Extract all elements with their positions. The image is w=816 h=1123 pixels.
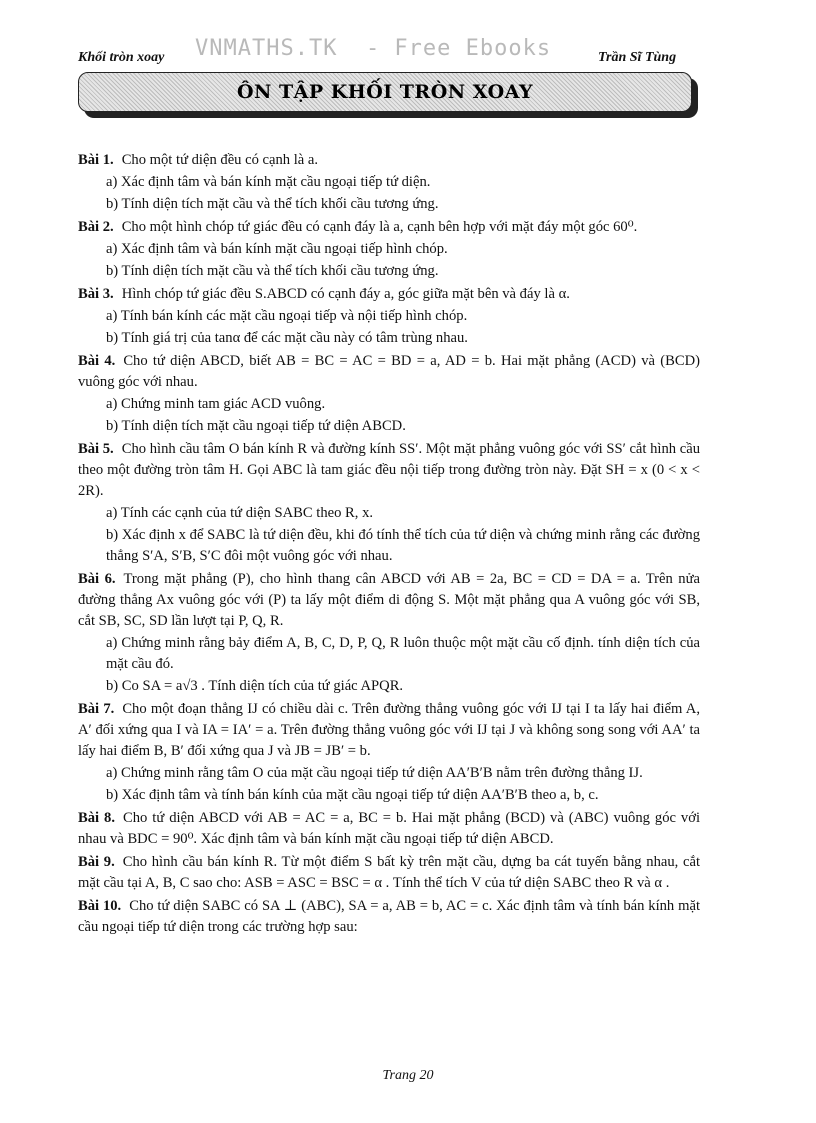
problem-subpart: b) Co SA = a√3 . Tính diện tích của tứ giác APQR. xyxy=(106,678,404,694)
problem-label: Bài 4. xyxy=(78,353,116,369)
problem-subpart: b) Xác định tâm và tính bán kính của mặt cầu ngoại tiếp tứ diện AA′B′B theo a, b, c. xyxy=(106,787,599,803)
problem-text: Cho tứ diện ABCD, biết AB = BC = AC = BD = a, AD = b. Hai mặt phẳng (ACD) và (BCD) vuông góc với nhau. xyxy=(78,353,700,390)
problem-item xyxy=(78,284,700,349)
problem-statement xyxy=(78,217,700,238)
page-number: Trang 20 xyxy=(382,1068,434,1083)
problem-subpart: b) Tính giá trị của tanα để các mặt cầu này có tâm trùng nhau. xyxy=(106,330,468,346)
problem-statement xyxy=(78,284,700,305)
problem-label: Bài 1. xyxy=(78,152,114,168)
problem-subpart: a) Tính bán kính các mặt cầu ngoại tiếp và nội tiếp hình chóp. xyxy=(106,308,468,324)
problem-label: Bài 5. xyxy=(78,441,114,457)
problem-text: Cho một tứ diện đều có cạnh là a. xyxy=(121,152,319,168)
problem-statement xyxy=(78,896,700,938)
problem-label: Bài 3. xyxy=(78,286,114,302)
problem-subpart: b) Tính diện tích mặt cầu ngoại tiếp tứ diện ABCD. xyxy=(106,418,406,434)
problem-label: Bài 10. xyxy=(78,898,122,914)
problem-item xyxy=(78,217,700,282)
problem-label: Bài 6. xyxy=(78,571,116,587)
problem-text: Trong mặt phẳng (P), cho hình thang cân ABCD với AB = 2a, BC = CD = DA = a. Trên nửa đường thẳng Ax vuông góc với (P) ta lấy một điểm di động S. Một mặt phẳng qua A vuông góc với SB, cắt SB, SC, SD lần lượt tại P, Q, R. xyxy=(78,571,700,629)
problem-item xyxy=(78,351,700,437)
header-author: Trần Sĩ Tùng xyxy=(598,50,677,65)
problem-statement xyxy=(78,150,700,171)
problem-statement xyxy=(78,699,700,762)
problem-text: Cho tứ diện ABCD với AB = AC = a, BC = b. Hai mặt phẳng (BCD) và (ABC) vuông góc với nhau và BDC = 90⁰. Xác định tâm và bán kính mặt cầu ngoại tiếp tứ diện ABCD. xyxy=(78,810,700,847)
problem-statement xyxy=(78,808,700,850)
problem-subpart: a) Chứng minh rằng bảy điểm A, B, C, D, P, Q, R luôn thuộc một mặt cầu cố định. tính diện tích của mặt cầu đó. xyxy=(106,635,700,672)
header-left-title: Khối tròn xoay xyxy=(78,50,165,65)
page-title: ÔN TẬP KHỐI TRÒN XOAY xyxy=(236,81,534,103)
problem-subpart: a) Xác định tâm và bán kính mặt cầu ngoại tiếp hình chóp. xyxy=(106,241,448,257)
problem-subpart: b) Tính diện tích mặt cầu và thể tích khối cầu tương ứng. xyxy=(106,263,439,279)
problem-label: Bài 9. xyxy=(78,854,115,870)
problem-subpart: a) Chứng minh tam giác ACD vuông. xyxy=(106,396,326,412)
problem-subpart: b) Tính diện tích mặt cầu và thể tích khối cầu tương ứng. xyxy=(106,196,439,212)
problem-statement xyxy=(78,852,700,894)
watermark: VNMATHS.TK - Free Ebooks xyxy=(195,36,552,61)
problem-text: Cho một đoạn thẳng IJ có chiều dài c. Trên đường thẳng vuông góc với IJ tại I ta lấy hai điểm A, A′ đối xứng qua I và IA = IA′ = a. Trên đường thẳng vuông góc với IJ tại J và không song song với AA′ ta lấy hai điểm B, B′ đối xứng qua J và JB = JB′ = b. xyxy=(78,701,700,759)
problem-text: Cho hình cầu bán kính R. Từ một điểm S bất kỳ trên mặt cầu, dựng ba cát tuyến bằng nhau, cắt mặt cầu tại A, B, C sao cho: ASB = ASC = BSC = α . Tính thể tích V của tứ diện SABC theo R và α . xyxy=(78,854,700,891)
problem-subpart: a) Chứng minh rằng tâm O của mặt cầu ngoại tiếp tứ diện AA′B′B nằm trên đường thẳng IJ. xyxy=(106,765,643,781)
problem-text: Cho tứ diện SABC có SA ⊥ (ABC), SA = a, AB = b, AC = c. Xác định tâm và tính bán kính mặt cầu ngoại tiếp tứ diện trong các trường hợp sau: xyxy=(78,898,700,935)
problem-statement xyxy=(78,439,700,502)
problem-item xyxy=(78,569,700,697)
problem-statement xyxy=(78,569,700,632)
problem-item xyxy=(78,808,700,850)
problem-text: Hình chóp tứ giác đều S.ABCD có cạnh đáy a, góc giữa mặt bên và đáy là α. xyxy=(121,286,570,302)
problem-label: Bài 7. xyxy=(78,701,115,717)
problem-statement xyxy=(78,351,700,393)
problem-subpart: a) Xác định tâm và bán kính mặt cầu ngoại tiếp tứ diện. xyxy=(106,174,431,190)
problem-label: Bài 2. xyxy=(78,219,114,235)
problem-subpart: b) Xác định x để SABC là tứ diện đều, khi đó tính thể tích của tứ diện và chứng minh rằng các đường thẳng S′A, S′B, S′C đôi một vuông góc với nhau. xyxy=(106,527,700,564)
problem-item xyxy=(78,699,700,806)
problem-text: Cho một hình chóp tứ giác đều có cạnh đáy là a, cạnh bên hợp với mặt đáy một góc 60⁰. xyxy=(121,219,638,235)
problem-item xyxy=(78,150,700,215)
problem-item xyxy=(78,439,700,567)
problem-subpart: a) Tính các cạnh của tứ diện SABC theo R, x. xyxy=(106,505,374,521)
problem-text: Cho hình cầu tâm O bán kính R và đường kính SS′. Một mặt phẳng vuông góc với SS′ cắt hình cầu theo một đường tròn tâm H. Gọi ABC là tam giác đều nội tiếp trong đường tròn này. Đặt SH = x (0 < x < 2R). xyxy=(78,441,700,499)
problem-label: Bài 8. xyxy=(78,810,115,826)
title-box xyxy=(78,72,692,112)
problem-item xyxy=(78,852,700,894)
problem-item xyxy=(78,896,700,938)
problem-list xyxy=(78,150,700,940)
